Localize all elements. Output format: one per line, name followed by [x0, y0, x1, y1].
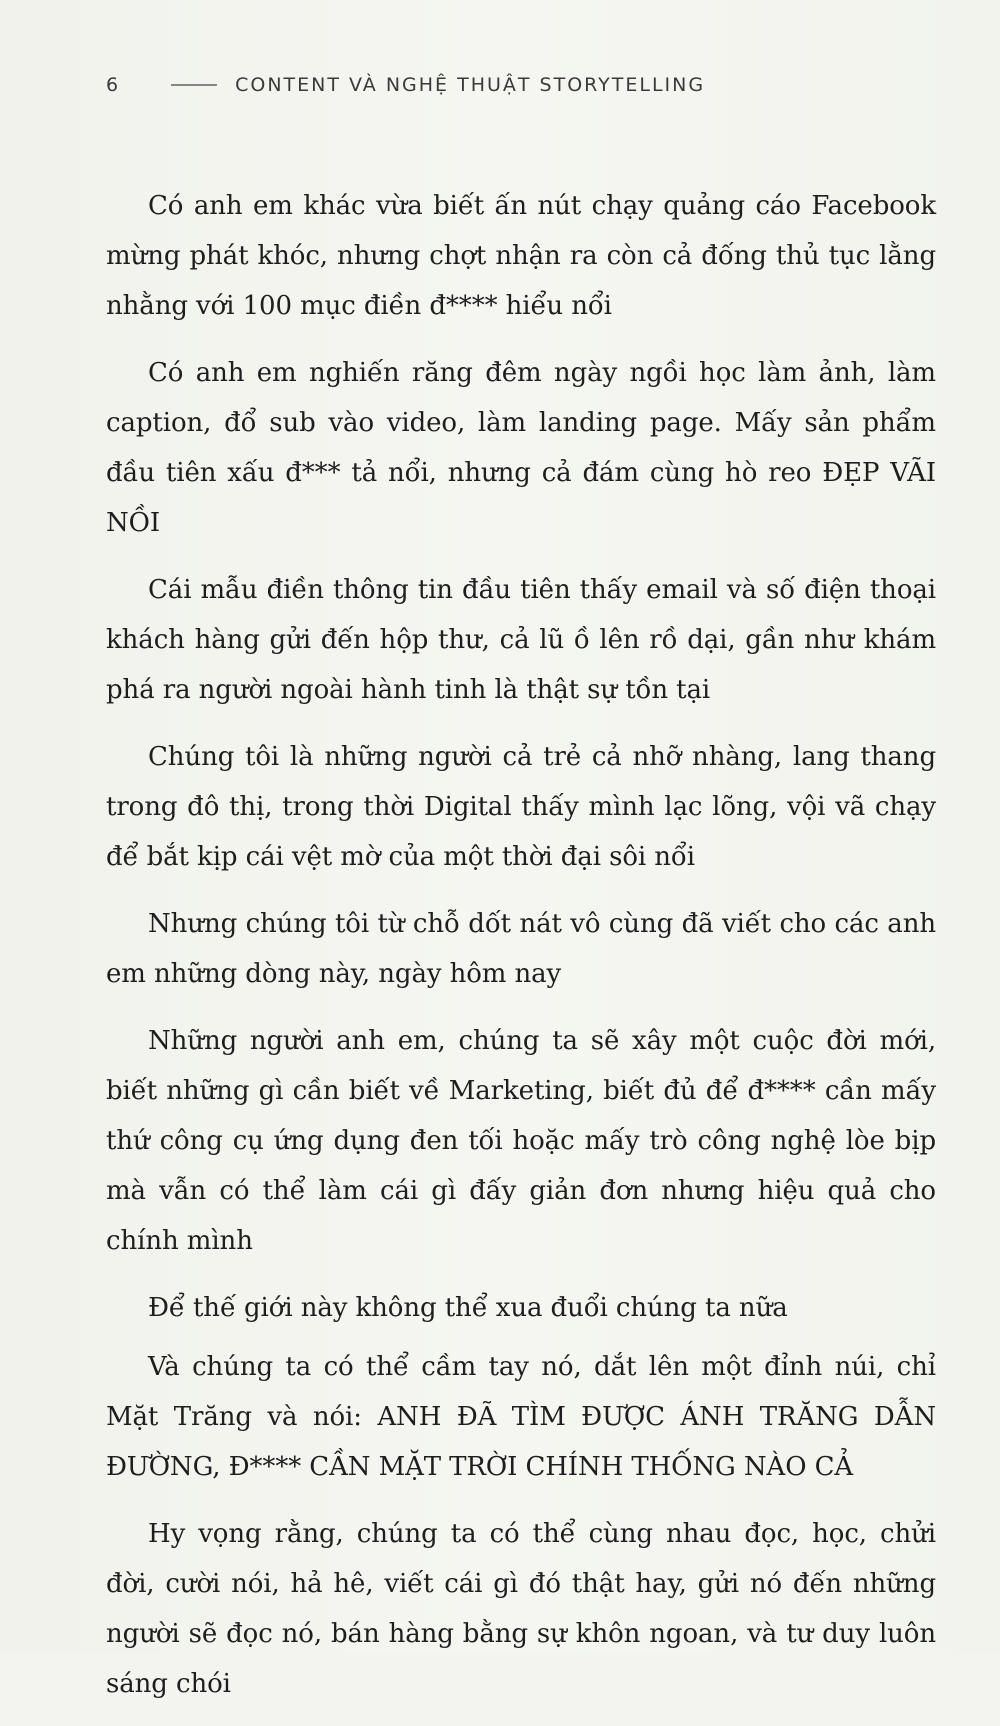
page-number: 6	[106, 74, 120, 96]
body-text	[106, 181, 936, 1726]
paragraph: Hy vọng rằng, chúng ta có thể cùng nhau đọc, học, chửi đời, cười nói, hả hê, viết cái gì đó thật hay, gửi nó đến những người sẽ đọc nó, bán hàng bằng sự khôn ngoan, và tư duy luôn sáng chói	[106, 1519, 936, 1699]
paragraph: Nhưng chúng tôi từ chỗ dốt nát vô cùng đã viết cho các anh em những dòng này, ngày hôm nay	[106, 909, 936, 989]
paragraph: Có anh em nghiến răng đêm ngày ngồi học làm ảnh, làm caption, đổ sub vào video, làm landing page. Mấy sản phẩm đầu tiên xấu đ*** tả nổi, nhưng cả đám cùng hò reo ĐẸP VÃI NỒI	[106, 358, 936, 538]
running-title: CONTENT VÀ NGHỆ THUẬT STORYTELLING	[235, 74, 706, 96]
paragraph: Có anh em khác vừa biết ấn nút chạy quảng cáo Facebook mừng phát khóc, nhưng chợt nhận ra còn cả đống thủ tục lằng nhằng với 100 mục điền đ**** hiểu nổi	[106, 191, 936, 321]
paragraph: Chúng tôi là những người cả trẻ cả nhỡ nhàng, lang thang trong đô thị, trong thời Digital thấy mình lạc lõng, vội vã chạy để bắt kịp cái vệt mờ của một thời đại sôi nổi	[106, 742, 936, 872]
paragraph: Cái mẫu điền thông tin đầu tiên thấy email và số điện thoại khách hàng gửi đến hộp thư, cả lũ ồ lên rồ dại, gần như khám phá ra người ngoài hành tinh là thật sự tồn tại	[106, 575, 936, 705]
header-divider	[171, 84, 217, 86]
paragraph: Những người anh em, chúng ta sẽ xây một cuộc đời mới, biết những gì cần biết về Marketing, biết đủ để đ**** cần mấy thứ công cụ ứng dụng đen tối hoặc mấy trò công nghệ lòe bịp mà vẫn có thể làm cái gì đấy giản đơn nhưng hiệu quả cho chính mình	[106, 1026, 936, 1256]
page-header	[106, 70, 886, 100]
paragraph: Và chúng ta có thể cầm tay nó, dắt lên một đỉnh núi, chỉ Mặt Trăng và nói: ANH ĐÃ TÌM ĐƯỢC ÁNH TRĂNG DẪN ĐƯỜNG, Đ**** CẦN MẶT TRỜI CHÍNH THỐNG NÀO CẢ	[106, 1352, 936, 1482]
paragraph: Để thế giới này không thể xua đuổi chúng ta nữa	[148, 1293, 788, 1323]
